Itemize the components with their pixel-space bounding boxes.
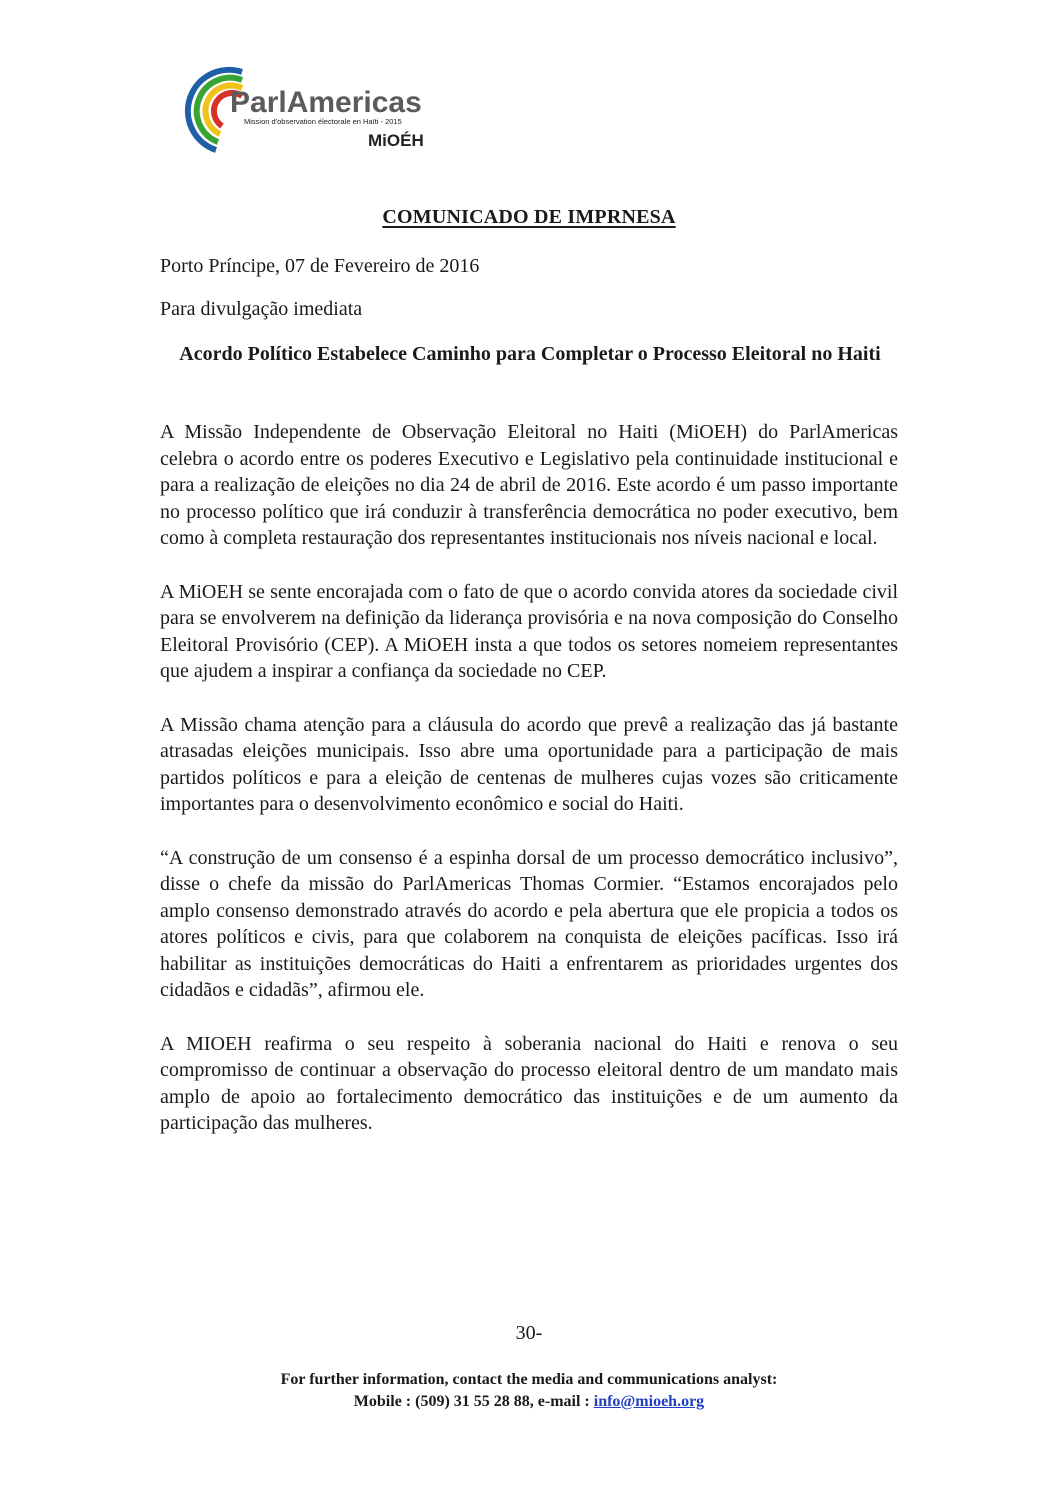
logo-graphic xyxy=(172,60,452,160)
page-number: 30- xyxy=(515,1322,543,1344)
release-note: Para divulgação imediata xyxy=(160,298,363,320)
paragraph: A MIOEH reafirma o seu respeito à soberania nacional do Haiti e renova o seu compromisso de continuar a observação do processo eleitoral dentro de um mandato mais amplo de apoio ao fortalecimento democrático das instituições e de um aumento da participação das mulheres. xyxy=(160,1032,898,1135)
headline: Acordo Político Estabelece Caminho para Completar o Processo Eleitoral no Haiti xyxy=(179,343,881,365)
paragraph: A MiOEH se sente encorajada com o fato de que o acordo convida atores da sociedade civil para se envolverem na definição da liderança provisória e na nova composição do Conselho Eleitoral Provisório (CEP). A MiOEH insta a que todos os setores nomeiem representantes que ajudem a inspirar a confiança da sociedade no CEP. xyxy=(160,580,898,683)
parlamericas-logo xyxy=(172,60,452,160)
body-text xyxy=(160,419,898,1164)
footer-phone: Mobile : (509) 31 55 28 88, e-mail : xyxy=(353,1393,594,1410)
logo-subtitle: Mission d'observation électorale en Haïti - 2015 xyxy=(244,117,402,126)
logo-mark: MiOÉH xyxy=(368,131,424,150)
paragraph: “A construção de um consenso é a espinha dorsal de um processo democrático inclusivo”, disse o chefe da missão do ParlAmericas Thomas Cormier. “Estamos encorajados pelo amplo consenso demonstrado através do acordo e pela abertura que ele propicia a todos os atores políticos e civis, para que colaborem na conquista de eleições pacíficas. Isso irá habilitar as instituições democráticas do Haiti a enfrentarem as prioridades urgentes dos cidadãos e cidadãs”, afirmou ele. xyxy=(160,846,898,1002)
logo-name: ParlAmericas xyxy=(230,86,422,119)
paragraph: A Missão Independente de Observação Eleitoral no Haiti (MiOEH) do ParlAmericas celebra o acordo entre os poderes Executivo e Legislativo pela continuidade institucional e para a realização de eleições no dia 24 de abril de 2016. Este acordo é um passo importante no processo político que irá conduzir à transferência democrática no poder executivo, bem como à completa restauração dos representantes institucionais nos níveis nacional e local. xyxy=(160,421,898,550)
paragraph: A Missão chama atenção para a cláusula do acordo que prevê a realização das já bastante atrasadas eleições municipais. Isso abre uma oportunidade para a participação de mais partidos políticos e para a eleição de centenas de mulheres cujas vozes são criticamente importantes para o desenvolvimento econômico e social do Haiti. xyxy=(160,713,898,816)
footer-contact-line: For further information, contact the media and communications analyst: xyxy=(280,1371,778,1388)
dateline: Porto Príncipe, 07 de Fevereiro de 2016 xyxy=(160,255,480,277)
document-title: COMUNICADO DE IMPRNESA xyxy=(382,206,676,228)
email-link[interactable]: info@mioeh.org xyxy=(593,1393,705,1410)
footer xyxy=(0,1369,1058,1413)
footer-phone-email-line xyxy=(0,1391,1058,1413)
